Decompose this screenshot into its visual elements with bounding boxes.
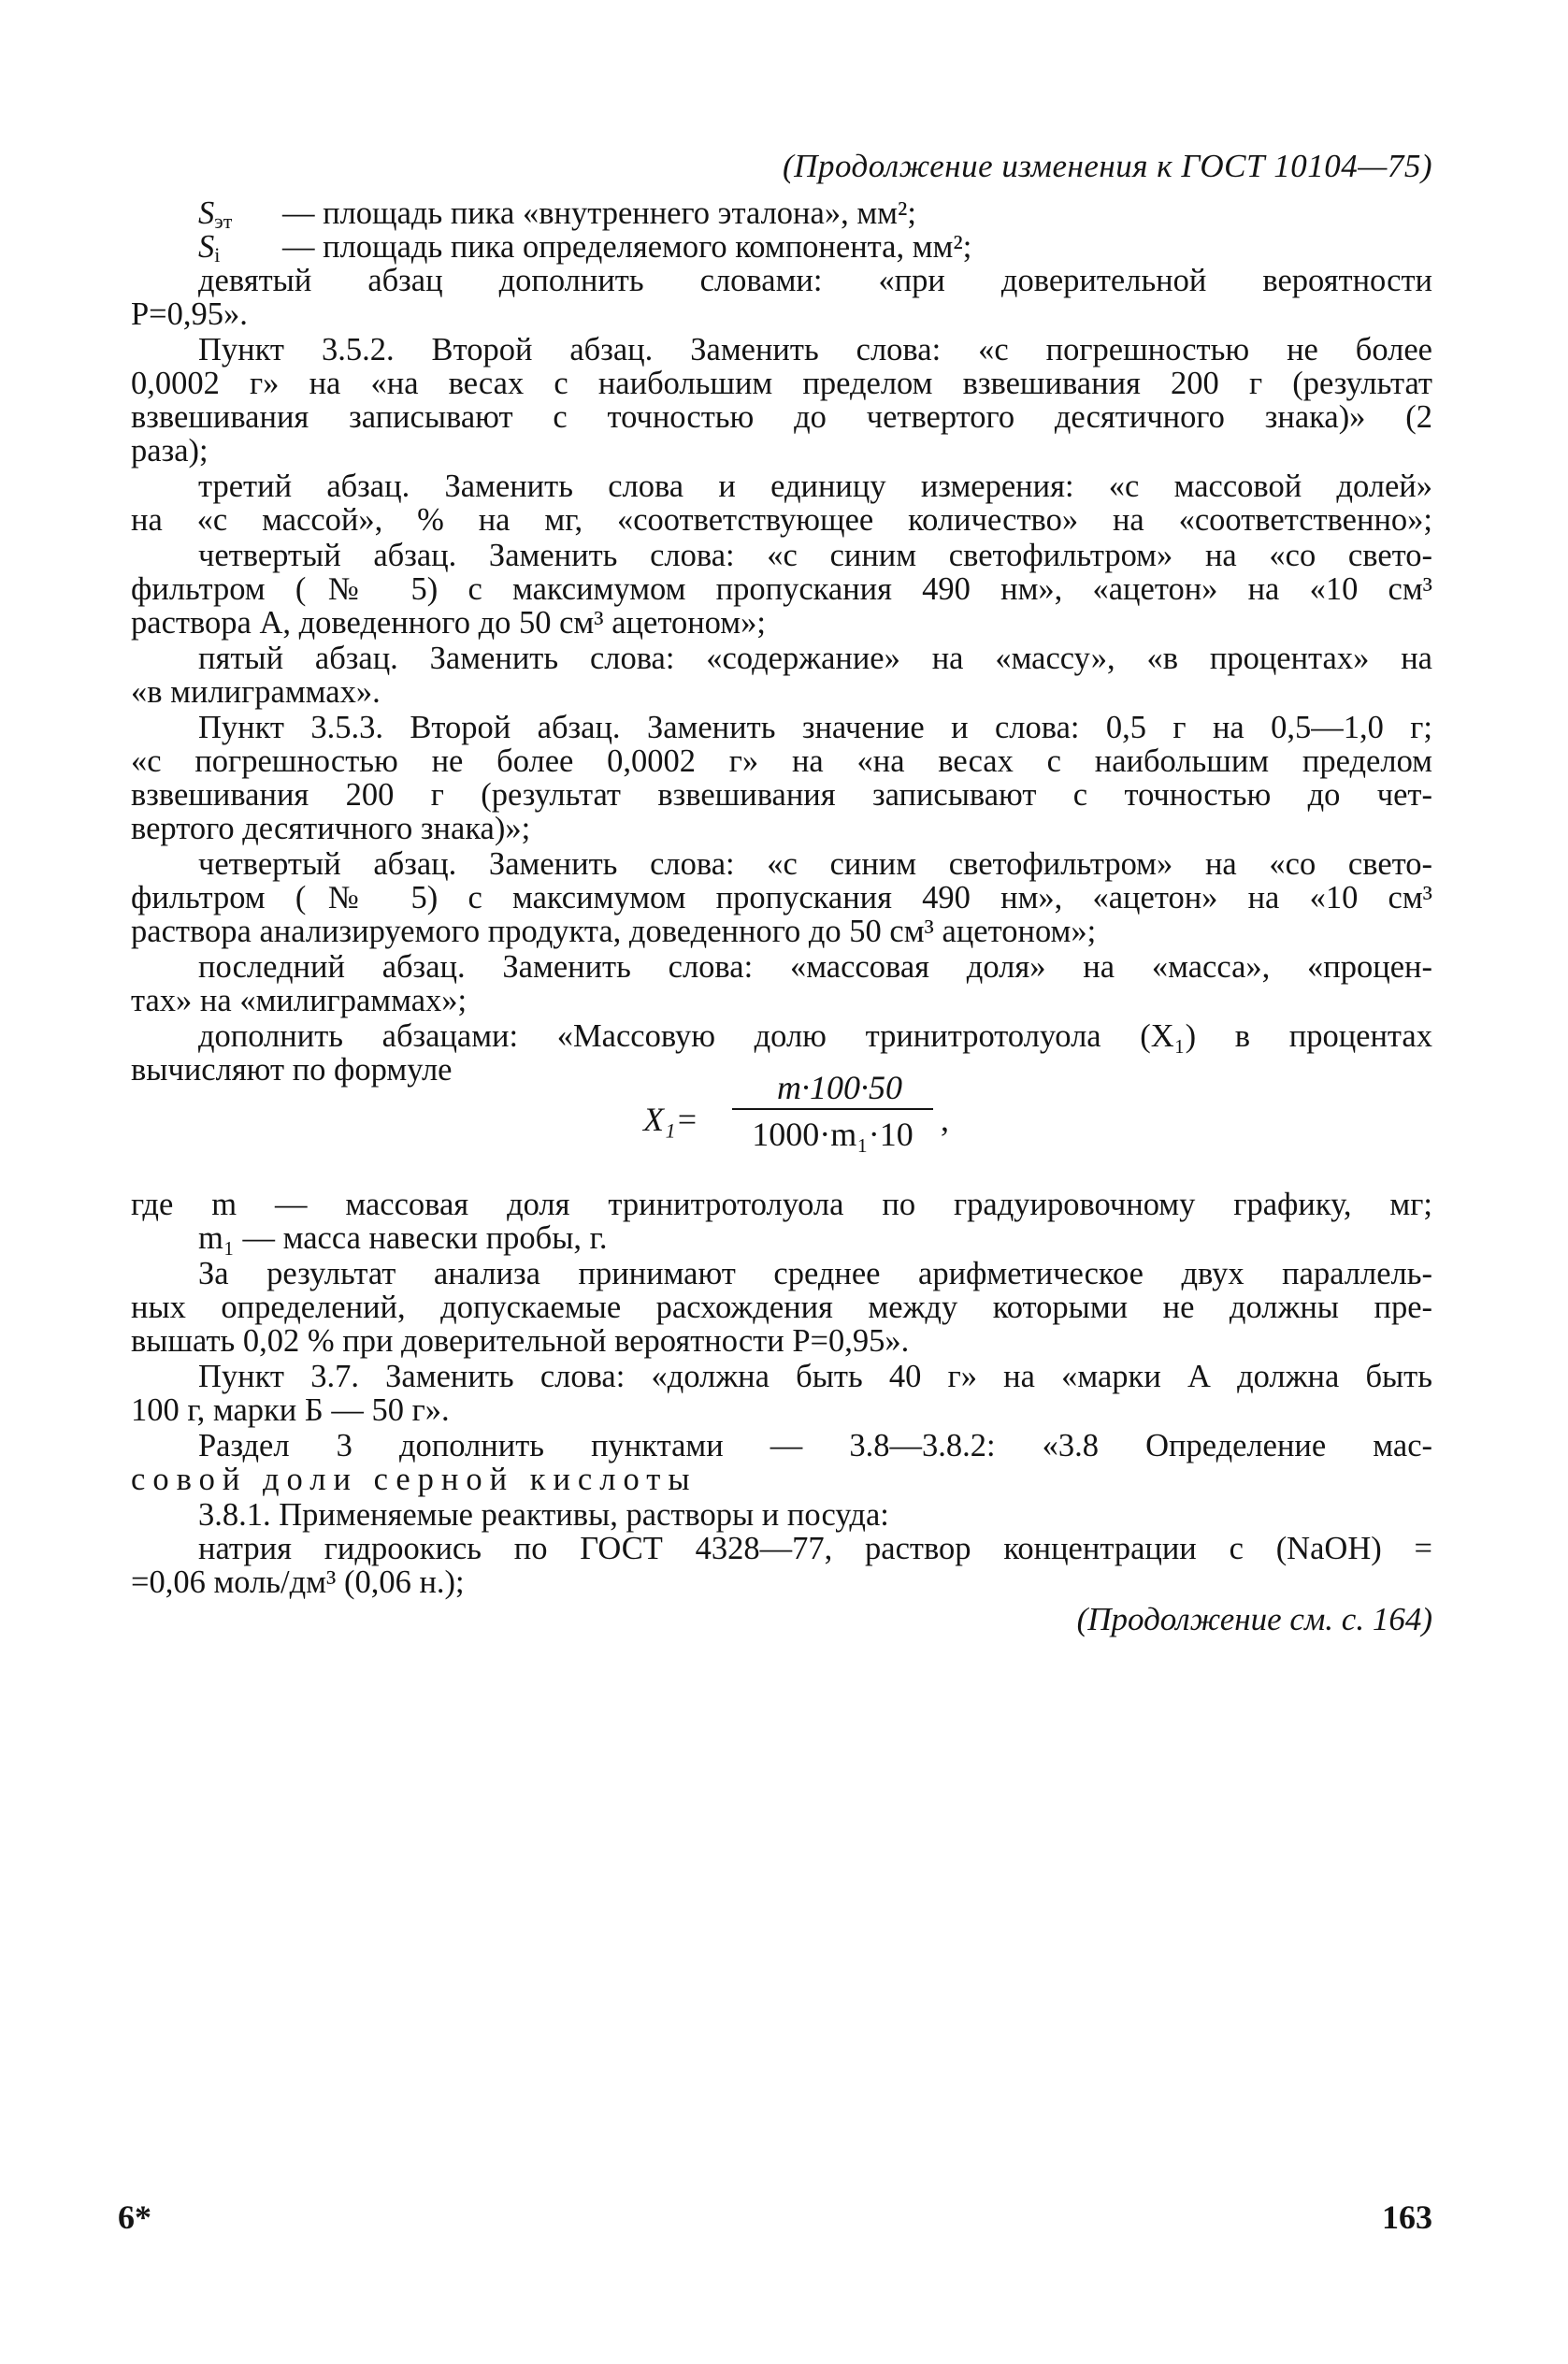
text-line: девятый абзац дополнить словами: «при доверительной вероятности [198,263,1432,298]
text-line: где m — массовая доля тринитротолуола по градуировочному графику, мг; [131,1187,1432,1222]
text-line: последний абзац. Заменить слова: «массовая доля» на «масса», «процен- [198,949,1432,985]
symbol-s: S [198,195,215,231]
text-line: Пункт 3.7. Заменить слова: «должна быть 40 г» на «марки А должна быть [198,1359,1432,1394]
text-line: «с погрешностью не более 0,0002 г» на «на весах с наибольшим пределом [131,743,1432,779]
text-line: Раздел 3 дополнить пунктами — 3.8—3.8.2: «3.8 Определение мас- [198,1428,1432,1463]
text-line: 0,0002 г» на «на весах с наибольшим пределом взвешивания 200 г (результат [131,366,1432,401]
text-line: натрия гидроокись по ГОСТ 4328—77, раствор концентрации с (NaOH) = [198,1531,1432,1566]
text-line: раствора А, доведенного до 50 см³ ацетоном»; [131,605,766,641]
text-line: четвертый абзац. Заменить слова: «с синим светофильтром» на «со свето- [198,538,1432,573]
text-line: взвешивания 200 г (результат взвешивания записывают с точностью до чет- [131,777,1432,813]
definition-text: — площадь пика определяемого компонента, мм²; [282,229,972,265]
text-line: ных определений, допускаемые расхождения между которыми не должны пре- [131,1290,1432,1325]
text-line: пятый абзац. Заменить слова: «содержание» на «массу», «в процентах» на [198,641,1432,676]
text-line: третий абзац. Заменить слова и единицу измерения: «с массовой долей» [198,468,1432,504]
symbol-subscript: i [214,243,221,267]
text-line: фильтром (№ 5) с максимумом пропускания 490 нм», «ацетон» на «10 см³ [131,571,1432,607]
text-line: 3.8.1. Применяемые реактивы, растворы и посуда: [198,1497,889,1533]
formula [643,1068,961,1171]
formula-numerator: m·100·50 [777,1069,902,1106]
continuation-note: (Продолжение см. с. 164) [1076,1601,1432,1637]
text-line: фильтром (№ 5) с максимумом пропускания 490 нм», «ацетон» на «10 см³ [131,880,1432,915]
text-line: тах» на «милиграммах»; [131,983,468,1018]
text-line: m₁ — масса навески пробы, г. [198,1220,608,1256]
text-line: Пункт 3.5.2. Второй абзац. Заменить слова: «с погрешностью не более [198,332,1432,368]
text-line: вышать 0,02 % при доверительной вероятности P=0,95». [131,1323,910,1359]
signature-mark: 6* [118,2198,151,2236]
text-line: на «с массой», % на мг, «соответствующее количество» на «соответственно»; [131,502,1432,538]
text-line: четвертый абзац. Заменить слова: «с синим светофильтром» на «со свето- [198,846,1432,882]
text-line: 100 г, марки Б — 50 г». [131,1392,450,1428]
formula-comma: , [941,1101,949,1138]
running-header: (Продолжение изменения к ГОСТ 10104—75) [783,148,1432,184]
fraction-bar [732,1108,933,1110]
text-line: раствора анализируемого продукта, доведенного до 50 см³ ацетоном»; [131,914,1097,949]
text-line: За результат анализа принимают среднее арифметическое двух параллель- [198,1256,1432,1291]
text-line: «в милиграммах». [131,674,381,710]
page-number: 163 [1382,2198,1432,2236]
text-line: P=0,95». [131,296,248,332]
formula-lhs: X₁= [643,1101,698,1138]
symbol-subscript: эт [214,209,233,233]
text-line: вычисляют по формуле [131,1052,453,1088]
text-line: Пункт 3.5.3. Второй абзац. Заменить значение и слова: 0,5 г на 0,5—1,0 г; [198,710,1432,745]
text-line: вертого десятичного знака)»; [131,811,531,846]
formula-denominator: 1000·m₁·10 [752,1116,913,1153]
text-line: раза); [131,433,209,468]
symbol-s: S [198,229,215,265]
text-line: =0,06 моль/дм³ (0,06 н.); [131,1564,465,1600]
definition-text: — площадь пика «внутреннего эталона», мм²; [282,195,916,231]
text-line: совой доли серной кислоты [131,1462,698,1497]
text-line: взвешивания записывают с точностью до четвертого десятичного знака)» (2 [131,399,1432,435]
text-line: дополнить абзацами: «Массовую долю тринитротолуола (X₁) в процентах [198,1018,1432,1054]
